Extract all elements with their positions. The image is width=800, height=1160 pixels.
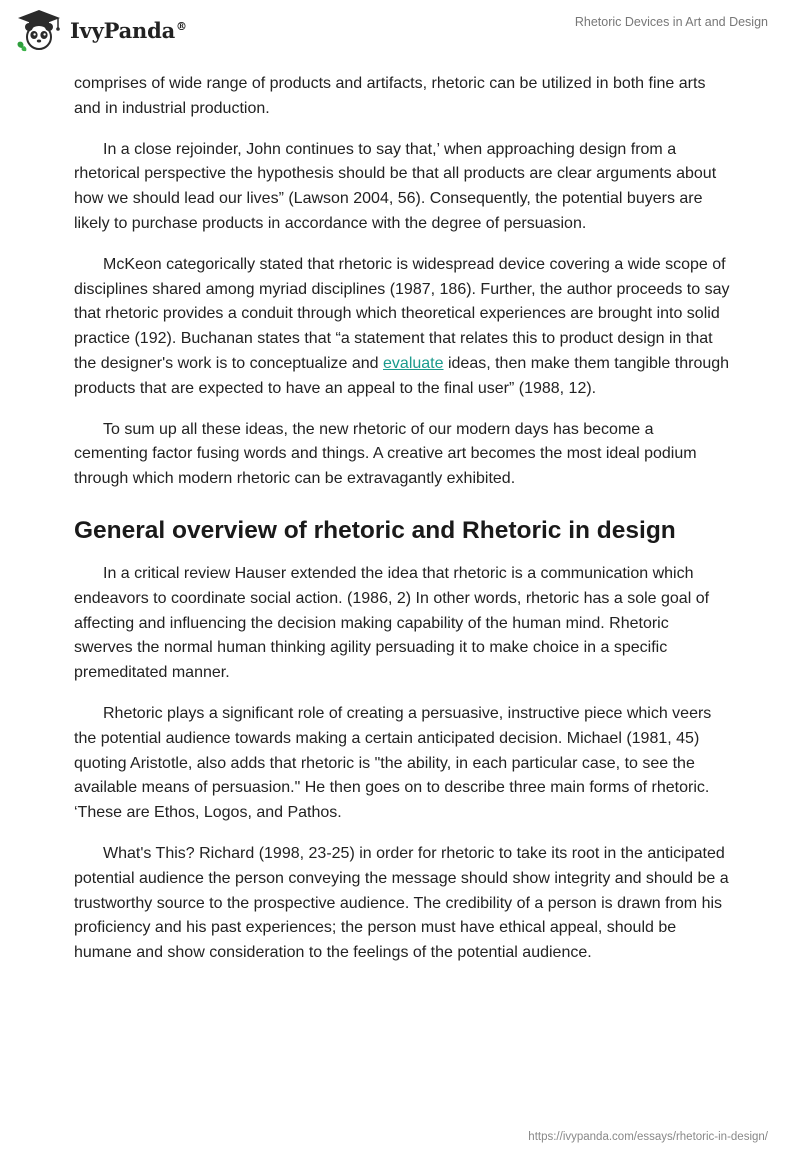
ivypanda-logo[interactable] (14, 8, 187, 52)
paragraph-mckeon-text-start: McKeon categorically stated that rhetoric is widespread device covering a wide scope of disciplines shared among myriad disciplines (1987, 186). Further, the author proceeds to say that rhetoric provides a conduit through which theoretical experiences are brought into solid practice (192). Buchanan states that “a statement that relates this to product design in that the designer's work is to conceptualize and (74, 255, 730, 372)
paragraph-hauser: In a critical review Hauser extended the idea that rhetoric is a communication which endeavors to coordinate social action. (1986, 2) In other words, rhetoric has a sole goal of affecting and influencing the decision making capability of the human mind. Rhetoric swerves the normal human thinking agility persuading it to make choice in a specific premeditated manner. (74, 564, 710, 682)
essay-body (74, 72, 730, 982)
logo-wordmark: IvyPanda® (70, 17, 187, 43)
paragraph-mckeon-text-end: ideas, then make them tangible through products that are expected to have an appeal to the final user” (1988, 12). (74, 354, 730, 397)
paragraph-richard: What's This? Richard (1998, 23-25) in order for rhetoric to take its root in the anticipated potential audience the person conveying the message should show integrity and should be a trustworthy source to the prospective audience. The credibility of a person is drawn from his proficiency and his past experiences; the person must have ethical appeal, should be humane and show consideration to the feelings of the potential audience. (74, 844, 729, 962)
paragraph-lawson: In a close rejoinder, John continues to say that,’ when approaching design from a rhetorical perspective the hypothesis should be that all products are clear arguments about how we should lead our lives” (Lawson 2004, 56). Consequently, the potential buyers are likely to purchase products in accordance with the degree of persuasion. (74, 140, 717, 232)
page-header (0, 0, 800, 60)
paragraph-aristotle: Rhetoric plays a significant role of creating a persuasive, instructive piece which veers the potential audience towards making a certain anticipated decision. Michael (1981, 45) quoting Aristotle, also adds that rhetoric is "the ability, in each particular case, to see the available means of persuasion." He then goes on to describe three main forms of rhetoric. ‘These are Ethos, Logos, and Pathos. (74, 704, 712, 822)
paragraph-mckeon (74, 253, 730, 402)
running-title: Rhetoric Devices in Art and Design (574, 15, 768, 29)
source-url: https://ivypanda.com/essays/rhetoric-in-design/ (528, 1131, 768, 1143)
paragraph-summary: To sum up all these ideas, the new rhetoric of our modern days has become a cementing factor fusing words and things. A creative art becomes the most ideal podium through which modern rhetoric can be extravagantly exhibited. (74, 420, 697, 488)
paragraph-continued: comprises of wide range of products and artifacts, rhetoric can be utilized in both fine arts and in industrial production. (74, 75, 706, 117)
evaluate-link[interactable]: evaluate (383, 354, 444, 372)
panda-graduate-icon (14, 8, 64, 52)
section-heading: General overview of rhetoric and Rhetoric in design (74, 516, 676, 544)
